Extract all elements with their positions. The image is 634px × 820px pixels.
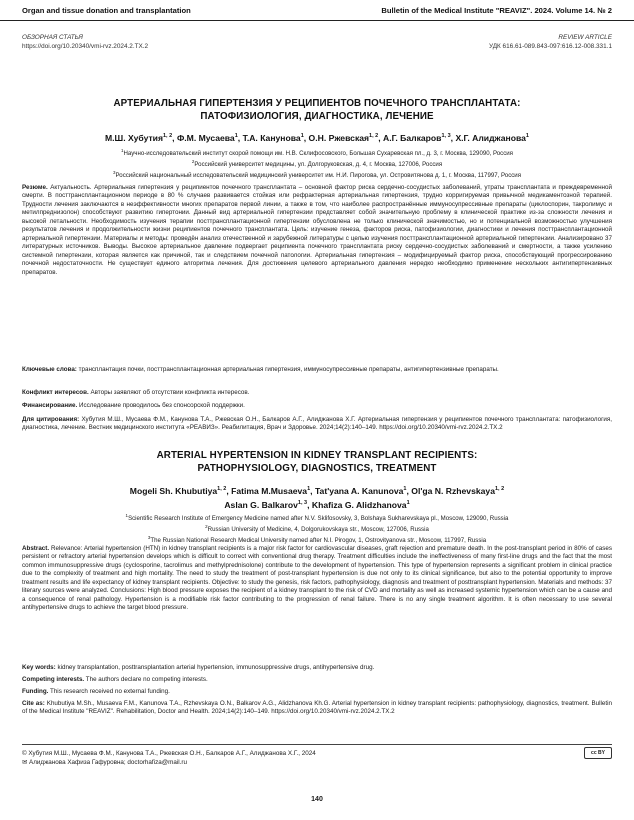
author-affiliation-ref: 1, 3: [297, 499, 308, 506]
en-citation: [22, 700, 612, 717]
page-footer: [22, 744, 612, 767]
en-abstract-label: Abstract.: [22, 545, 50, 552]
en-keywords: [22, 664, 612, 672]
author-affiliation-ref: 1, 2: [217, 486, 227, 492]
ru-funding-text: Исследование проводилось без спонсорской поддержки.: [78, 402, 245, 409]
en-title-line1: ARTERIAL HYPERTENSION IN KIDNEY TRANSPLANT RECIPIENTS:: [156, 450, 478, 461]
ru-authors: М.Ш. Хубутия$^{1, 2}$, Ф.М. Мусаева$^1$, Т.А. Канунова$^1$, О.Н. Ржевская$^{1, 2}$, А.Г. Балкаров$^{1, 3}$, Х.Г. Алиджанова$^1$: [105, 132, 529, 143]
ru-article-type: ОБЗОРНАЯ СТАТЬЯ: [22, 34, 83, 41]
author-affiliation-ref: 1, 3: [441, 133, 451, 139]
author-name: Ф.М. Мусаева: [176, 132, 235, 143]
en-authors-line2: Aslan G. Balkarov$^{1, 3}$, Khafiza G. Alidzhanova$^1$: [224, 499, 410, 510]
author-name: Tat'yana A. Kanunova: [314, 485, 404, 496]
article-meta: [22, 33, 612, 51]
ru-abstract: [22, 184, 612, 277]
affiliation-line: [22, 169, 612, 180]
udk-code: УДК 616.61-089.843-097:616.12-008.331.1: [488, 43, 612, 50]
ru-affiliations: [22, 147, 612, 181]
en-abstract: [22, 545, 612, 613]
author-name: Khafiza G. Alidzhanova: [311, 499, 407, 510]
author-affiliation-ref: 1: [300, 133, 304, 139]
en-funding: [22, 688, 612, 696]
affiliation-text: Научно-исследовательский институт скорой помощи им. Н.В. Склифосовского, Большая Сухаревская пл., д. 3, г. Москва, 129090, Россия: [123, 150, 513, 158]
en-authors: [22, 483, 612, 511]
ru-abstract-label: Резюме.: [22, 184, 48, 191]
header-journal: Bulletin of the Medical Institute "REAVIZ". 2024. Volume 14. № 2: [381, 6, 612, 15]
en-funding-text: This research received no external funding.: [50, 688, 170, 695]
ru-cite-label: Для цитирования:: [22, 416, 80, 423]
author-name: Mogeli Sh. Khubutiya: [129, 485, 218, 496]
author-name: А.Г. Балкаров: [383, 132, 442, 143]
author-name: Ol'ga N. Rzhevskaya: [411, 485, 495, 496]
affiliation-text: Scientific Research Institute of Emergency Medicine named after N.V. Sklifosovsky, 3, Bolshaya Sukharevskaya pl., Moscow, 129090, Russia: [128, 515, 509, 523]
affiliation-text: Russian University of Medicine, 4, Dolgorukovskaya str., Moscow, 127006, Russia: [207, 526, 429, 534]
en-title: [22, 449, 612, 475]
contact-line: [22, 758, 612, 767]
ru-conflict-text: Авторы заявляют об отсутствии конфликта интересов.: [90, 389, 250, 396]
author-affiliation-ref: 1: [406, 499, 410, 506]
en-conflict-label: Competing interests.: [22, 676, 85, 683]
author-affiliation-ref: 1: [525, 133, 529, 139]
en-funding-label: Funding.: [22, 688, 49, 695]
affiliation-line: [22, 523, 612, 534]
author-name: Х.Г. Алиджанова: [455, 132, 526, 143]
affiliation-text: Российский университет медицины, ул. Долгоруковская, д. 4, г. Москва, 127006, Россия: [194, 161, 443, 169]
contact-text[interactable]: Алиджанова Хафиза Гафуровна; doctorhafiza@mail.ru: [29, 759, 188, 766]
affiliation-number: 1: [121, 148, 124, 153]
affiliation-number: 3: [113, 170, 116, 176]
en-cite-text: Khubutiya M.Sh., Musaeva F.M., Kanunova T.A., Rzhevskaya O.N., Balkarov A.G., Alidzhanova Kh.G. Arterial hypertension in kidney transplant recipients: pathophysiology, diagnostics, treatment. Bulletin of the Medical Institute "REAVIZ". Rehabilitation, Doctor and Health. 2024;14(2):140–149. https://doi.org/10.20340/vmi-rvz.2024.2.TX.2: [22, 700, 612, 716]
ru-funding: [22, 402, 612, 410]
running-header: [0, 0, 634, 21]
author-affiliation-ref: 1, 2: [162, 133, 173, 139]
doi-link[interactable]: https://doi.org/10.20340/vmi-rvz.2024.2.TX.2: [22, 43, 149, 50]
envelope-icon: ✉: [22, 759, 28, 766]
page-number: 140: [311, 796, 323, 803]
ru-title-line1: АРТЕРИАЛЬНАЯ ГИПЕРТЕНЗИЯ У РЕЦИПИЕНТОВ ПОЧЕЧНОГО ТРАНСПЛАНТАТА:: [113, 98, 521, 109]
affiliation-line: [22, 512, 612, 523]
copyright-line: © Хубутия М.Ш., Мусаева Ф.М., Канунова Т.А., Ржевская О.Н., Балкаров А.Г., Алиджанова Х.Г., 2024: [22, 750, 316, 757]
ru-title-line2: ПАТОФИЗИОЛОГИЯ, ДИАГНОСТИКА, ЛЕЧЕНИЕ: [200, 111, 434, 122]
en-conflict-text: The authors declare no competing interests.: [85, 676, 208, 683]
ru-cite-text: Хубутия М.Ш., Мусаева Ф.М., Канунова Т.А., Ржевская О.Н., Балкаров А.Г., Алиджанова Х.Г. Артериальная гипертензия у реципиентов почечного трансплантата: патофизиология, диагностика, лечение. Вестник медицинского института «РЕАВИЗ». Реабилитация, Врач и Здоровье. 2024;14(2):140–149. https://doi.org/10.20340/vmi-rvz.2024.2.TX.2: [22, 416, 612, 432]
author-affiliation-ref: 1: [234, 133, 238, 139]
ru-conflict-label: Конфликт интересов.: [22, 389, 89, 396]
en-keywords-text: kidney transplantation, posttransplantation arterial hypertension, immunosuppressive drugs, antihypertensive drug.: [57, 664, 375, 671]
ru-keywords-text: трансплантация почки, посттрансплантационная артериальная гипертензия, иммуносупрессивные препараты, антигипертензивные препараты.: [78, 366, 499, 373]
ru-keywords-label: Ключевые слова:: [22, 366, 77, 373]
ru-citation: [22, 416, 612, 433]
author-name: М.Ш. Хубутия: [105, 132, 163, 143]
author-name: О.Н. Ржевская: [308, 132, 370, 143]
ru-abstract-text: Актуальность. Артериальная гипертензия у реципиентов почечного трансплантата – основной фактор риска сердечно-сосудистых заболеваний, утраты трансплантата и преждевременной смерти. В посттрансплантационном периоде в 80 % случаев развивается стойкая или рефрактерная артериальная гипертензия, трудно корригируемая привычной медикаментозной терапией. Трудности лечения заключаются в неэффективности многих препаратов первой линии, а также в том, что наиболее распространённые иммуносупрессивные препараты (циклоспорин, такролимус и метилпреднизолон) способствуют развитию гипертонии. Данный вид артериальной гипертензии представляет собой значительную проблему в клинической практике из-за сложности лечения и высокой летальности. Необходимость изучения терапии посттрансплантационной гипертензии обусловлена не только клинической значимостью, но и потенциальной возможностью улучшения результатов лечения и продолжительности жизни реципиентов почечного трансплантата. Цель: изучение генеза, факторов риска, патофизиологии, диагностики и лечения посттрансплантационной артериальной гипертензии. Материалы и методы: проведён анализ отечественной и зарубежной литературы с целью изучения посттрансплантационной артериальной гипертензии. Анализировано 37 литературных источников. Выводы. Высокое артериальное давление подвергает реципиента почечного трансплантата риску сердечно-сосудистых заболеваний и смертности, а также усилению системной гипертензии, которая является как причиной, так и следствием почечной патологии. Артериальная гипертензия – модифицируемый фактор риска, способствующий прогрессированию почечной недостаточности. Не существует единого алгоритма лечения. Для достижения целевого артериального давления нередко необходимо применение нескольких антигипертензивных препаратов.: [22, 184, 612, 276]
affiliation-number: 1: [125, 513, 129, 518]
en-conflict: [22, 676, 612, 684]
author-affiliation-ref: 1, 2: [495, 486, 505, 492]
ru-conflict: [22, 389, 612, 397]
author-name: Fatima M.Musaeva: [231, 485, 308, 496]
affiliation-number: 3: [147, 535, 151, 541]
en-abstract-text: Relevance: Arterial hypertension (HTN) in kidney transplant recipients is a major risk factor for cardiovascular diseases, graft rejection and premature death. In the post-transplant period in 80% of cases persistent or refractory arterial hypertension develops which is difficult to correct with conventional drug therapy. Treatment difficulties include the ineffectiveness of many first-line drugs and the fact that the most common immunosuppressive drugs (cyclosporine, tacrolimus and methylprednisolone) contribute to the development of hypertension. This type of hypertension represents a significant problem in clinical practice due to the complexity of treatment and high mortality. The need to study the treatment of post-transplant hypertension is due not only to its clinical significance, but also to the potential opportunity to improve treatment results and life expectancy of kidney transplant recipients. Objective: to study the genesis, risk factors, pathophysiology, diagnosis and treatment of posttransplant hypertension. Materials and methods: 37 literary sources were analyzed. Conclusions: High blood pressure exposes the recipient of a kidney transplant to the risk of CVD and mortality as well as increased systemic hypertension which can be a cause and a consequence of renal pathology. Hypertension is a modifiable risk factor contributing to the progression of renal failure. There is no any single treatment algorithm. It is often necessary to use several antihypertensive drugs to achieve the target blood pressure.: [22, 545, 612, 612]
author-affiliation-ref: 1: [403, 486, 407, 492]
header-section: Organ and tissue donation and transplantation: [22, 6, 191, 15]
ru-keywords: [22, 366, 612, 374]
en-keywords-label: Key words:: [22, 664, 56, 671]
author-name: Aslan G. Balkarov: [224, 499, 298, 510]
affiliation-text: The Russian National Research Medical University named after N.I. Pirogov, 1, Ostrovityanova str., Moscow, 117997, Russia: [150, 537, 487, 545]
en-authors-line1: Mogeli Sh. Khubutiya$^{1, 2}$, Fatima M.Musaeva$^1$, Tat'yana A. Kanunova$^1$, Ol'ga N. Rzhevskaya$^{1, 2}$: [129, 485, 505, 496]
cc-license-icon[interactable]: [584, 747, 612, 759]
affiliation-line: [22, 147, 612, 158]
affiliation-number: 2: [191, 159, 195, 165]
author-name: Т.А. Канунова: [242, 132, 301, 143]
author-affiliation-ref: 1: [307, 486, 311, 492]
cc-license-label: cc BY: [591, 750, 605, 756]
author-affiliation-ref: 1, 2: [369, 133, 379, 139]
en-cite-label: Cite as:: [22, 700, 45, 707]
en-article-type: REVIEW ARTICLE: [558, 34, 612, 41]
affiliation-number: 2: [205, 524, 208, 530]
affiliation-text: Российский национальный исследовательский медицинский университет им. Н.И. Пирогова, ул. Островитянова д. 1, г. Москва, 117997, Россия: [115, 172, 521, 180]
affiliation-line: [22, 158, 612, 169]
ru-funding-label: Финансирование.: [22, 402, 78, 409]
en-affiliations: [22, 512, 612, 546]
ru-title: [22, 97, 612, 123]
en-title-line2: PATHOPHYSIOLOGY, DIAGNOSTICS, TREATMENT: [197, 463, 437, 474]
